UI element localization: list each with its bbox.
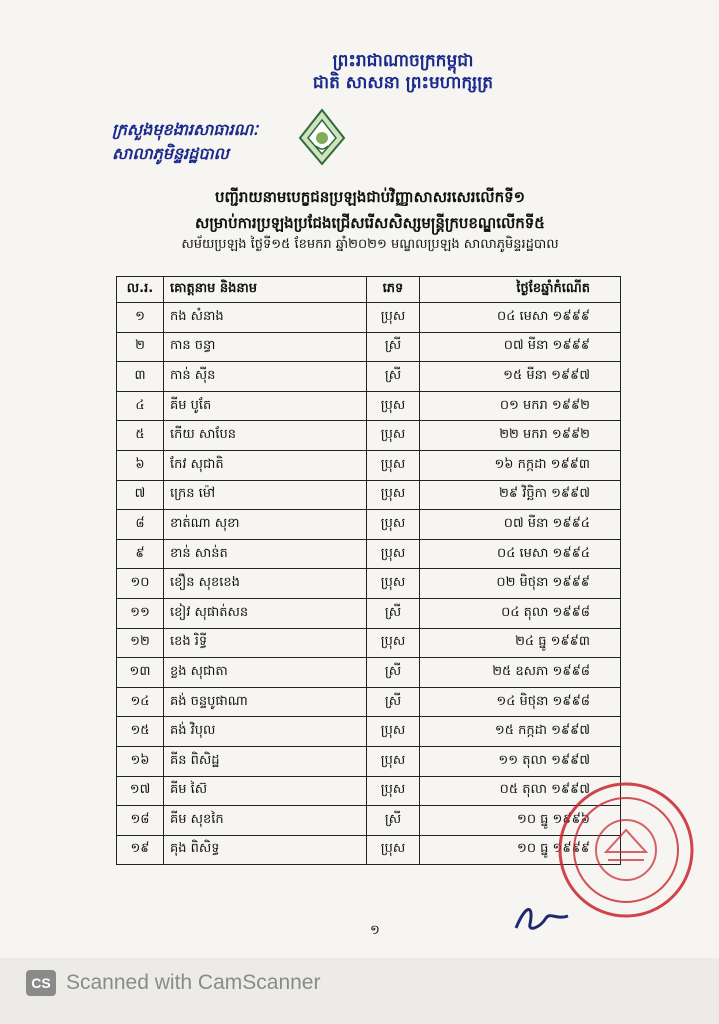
page-number: ១ (370, 923, 380, 938)
cell-sex: ប្រុស (367, 450, 420, 480)
header-no: ល.រ. (117, 277, 164, 303)
ministry-block (112, 118, 312, 166)
official-seal-icon (556, 780, 696, 920)
table-row (117, 776, 621, 806)
table-row (117, 332, 621, 362)
cell-sex: ប្រុស (367, 628, 420, 658)
cell-sex: ប្រុស (367, 717, 420, 747)
cell-dob: ០៧ មីនា ១៩៩៩ (420, 332, 621, 362)
cell-name: គីន ពិសិដ្ឋ (164, 746, 367, 776)
cell-dob: ០១ មករា ១៩៩២ (420, 391, 621, 421)
cell-dob: ១១ តុលា ១៩៩៧ (420, 746, 621, 776)
cell-no: ៩ (117, 539, 164, 569)
cell-sex: ប្រុស (367, 510, 420, 540)
school-name: សាលាភូមិន្ទរដ្ឋបាល (112, 144, 229, 163)
table-row (117, 303, 621, 333)
table-row (117, 450, 621, 480)
cell-sex: ប្រុស (367, 569, 420, 599)
cell-dob: ២៥ ឧសភា ១៩៩៨ (420, 658, 621, 688)
cell-name: ខេង រិទ្ធី (164, 628, 367, 658)
cell-name: ខ្លង សុជាតា (164, 658, 367, 688)
table-row (117, 421, 621, 451)
camscanner-logo-icon: CS (26, 970, 56, 996)
cell-dob: ០៥ តុលា ១៩៩៧ (420, 776, 621, 806)
cell-dob: ១០ ធ្នូ ១៩៩៩ (420, 835, 621, 865)
table-row (117, 717, 621, 747)
cell-sex: ប្រុស (367, 835, 420, 865)
cell-dob: ០៤ តុលា ១៩៩៨ (420, 598, 621, 628)
cell-sex: ស្រី (367, 806, 420, 836)
cell-sex: ប្រុស (367, 480, 420, 510)
cell-sex: ស្រី (367, 332, 420, 362)
cell-name: គីម សុខកៃ (164, 806, 367, 836)
cell-dob: ២២ មករា ១៩៩២ (420, 421, 621, 451)
table-body (117, 303, 621, 865)
cell-name: កាន ចន្ធា (164, 332, 367, 362)
cell-name: ខាត់ណា សុខា (164, 510, 367, 540)
table-row (117, 658, 621, 688)
cell-sex: ប្រុស (367, 776, 420, 806)
table-row (117, 539, 621, 569)
cell-sex: ស្រី (367, 687, 420, 717)
cell-sex: ស្រី (367, 362, 420, 392)
cell-dob: ១៤ មិថុនា ១៩៩៨ (420, 687, 621, 717)
document-title (120, 184, 620, 236)
cell-sex: ប្រុស (367, 421, 420, 451)
cell-name: ខឿន សុខខេង (164, 569, 367, 599)
cell-name: គុង ពិសិទ្ធ (164, 835, 367, 865)
header-sex: ភេទ (367, 277, 420, 303)
table-row (117, 835, 621, 865)
table-header-row (117, 277, 621, 303)
cell-name: កង សំនាង (164, 303, 367, 333)
cell-no: ៧ (117, 480, 164, 510)
table-row (117, 391, 621, 421)
cell-no: ១៥ (117, 717, 164, 747)
ministry-name: ក្រសួងមុខងារសាធារណៈ (112, 120, 258, 139)
cell-sex: ប្រុស (367, 746, 420, 776)
cell-dob: ១៦ កក្កដា ១៩៩៣ (420, 450, 621, 480)
cell-no: ២ (117, 332, 164, 362)
cell-dob: ០៤ មេសា ១៩៩៩ (420, 303, 621, 333)
cell-dob: ២៤ ធ្នូ ១៩៩៣ (420, 628, 621, 658)
cell-no: ១៤ (117, 687, 164, 717)
cell-no: ៥ (117, 421, 164, 451)
cell-no: ១៣ (117, 658, 164, 688)
cell-no: ១៩ (117, 835, 164, 865)
national-motto: ជាតិ សាសនា ព្រះមហាក្សត្រ (312, 73, 494, 93)
kingdom-name: ព្រះរាជាណាចក្រកម្ពុជា (332, 51, 474, 71)
cell-name: កែវ សុជាតិ (164, 450, 367, 480)
table-row (117, 598, 621, 628)
cell-dob: ០៤ មេសា ១៩៩៤ (420, 539, 621, 569)
table-row (117, 480, 621, 510)
table-row (117, 362, 621, 392)
cell-dob: ១៥ កក្កដា ១៩៩៧ (420, 717, 621, 747)
cell-no: ៣ (117, 362, 164, 392)
scanner-watermark-text: Scanned with CamScanner (66, 971, 321, 994)
header-dob: ថ្ងៃខែឆ្នាំកំណើត (420, 277, 621, 303)
exam-session-line: សម័យប្រឡង ថ្ងៃទី១៥ ខែមករា ឆ្នាំ២០២១ មណ្ឌលប្រឡង សាលាភូមិន្ទរដ្ឋបាល (181, 237, 559, 252)
cell-sex: ប្រុស (367, 391, 420, 421)
candidate-table (116, 276, 621, 865)
cell-no: ៦ (117, 450, 164, 480)
cell-no: ១២ (117, 628, 164, 658)
scanner-footer (26, 970, 320, 996)
cell-sex: ប្រុស (367, 539, 420, 569)
cell-dob: ០៧ មីនា ១៩៩៤ (420, 510, 621, 540)
cell-no: ១ (117, 303, 164, 333)
cell-name: ខាន់ សាន់ត (164, 539, 367, 569)
cell-name: ក្រេន ម៉ៅ (164, 480, 367, 510)
cell-sex: ប្រុស (367, 303, 420, 333)
title-line-1: បញ្ជីរាយនាមបេក្ខជនប្រឡងជាប់វិញ្ញាសាសរសេរលើកទី១ (215, 188, 525, 206)
cell-dob: ១០ ធ្នូ ១៩៩៦ (420, 806, 621, 836)
cell-sex: ស្រី (367, 658, 420, 688)
table-row (117, 628, 621, 658)
cell-no: ១៧ (117, 776, 164, 806)
signature-icon (512, 898, 572, 938)
cell-name: កើយ សាបែន (164, 421, 367, 451)
cell-dob: ១៥ មីនា ១៩៩៧ (420, 362, 621, 392)
cell-name: គីម ស៊ៃ (164, 776, 367, 806)
kingdom-header (298, 50, 508, 94)
cell-name: ខៀវ សុផាត់សន (164, 598, 367, 628)
cell-no: ៨ (117, 510, 164, 540)
cell-dob: ០២ មិថុនា ១៩៩៩ (420, 569, 621, 599)
table-row (117, 806, 621, 836)
cell-name: គង់ ចន្ទបូផាណា (164, 687, 367, 717)
cell-no: ៤ (117, 391, 164, 421)
title-line-2: សម្រាប់ការប្រឡងប្រជែងជ្រើសរើសសិស្សមន្ត្រីក្របខណ្ឌលើកទី៥ (195, 214, 545, 232)
cell-dob: ២៩ វិច្ឆិកា ១៩៩៧ (420, 480, 621, 510)
cell-name: កាន់ ស៊ីន (164, 362, 367, 392)
cell-name: គីម បូតែ (164, 391, 367, 421)
header-name: គោត្តនាម និងនាម (164, 277, 367, 303)
cell-sex: ស្រី (367, 598, 420, 628)
table-row (117, 510, 621, 540)
table-row (117, 746, 621, 776)
cell-no: ១១ (117, 598, 164, 628)
cell-no: ១០ (117, 569, 164, 599)
cell-no: ១៨ (117, 806, 164, 836)
cell-name: គង់ វិបុល (164, 717, 367, 747)
cell-no: ១៦ (117, 746, 164, 776)
table-row (117, 687, 621, 717)
table-row (117, 569, 621, 599)
